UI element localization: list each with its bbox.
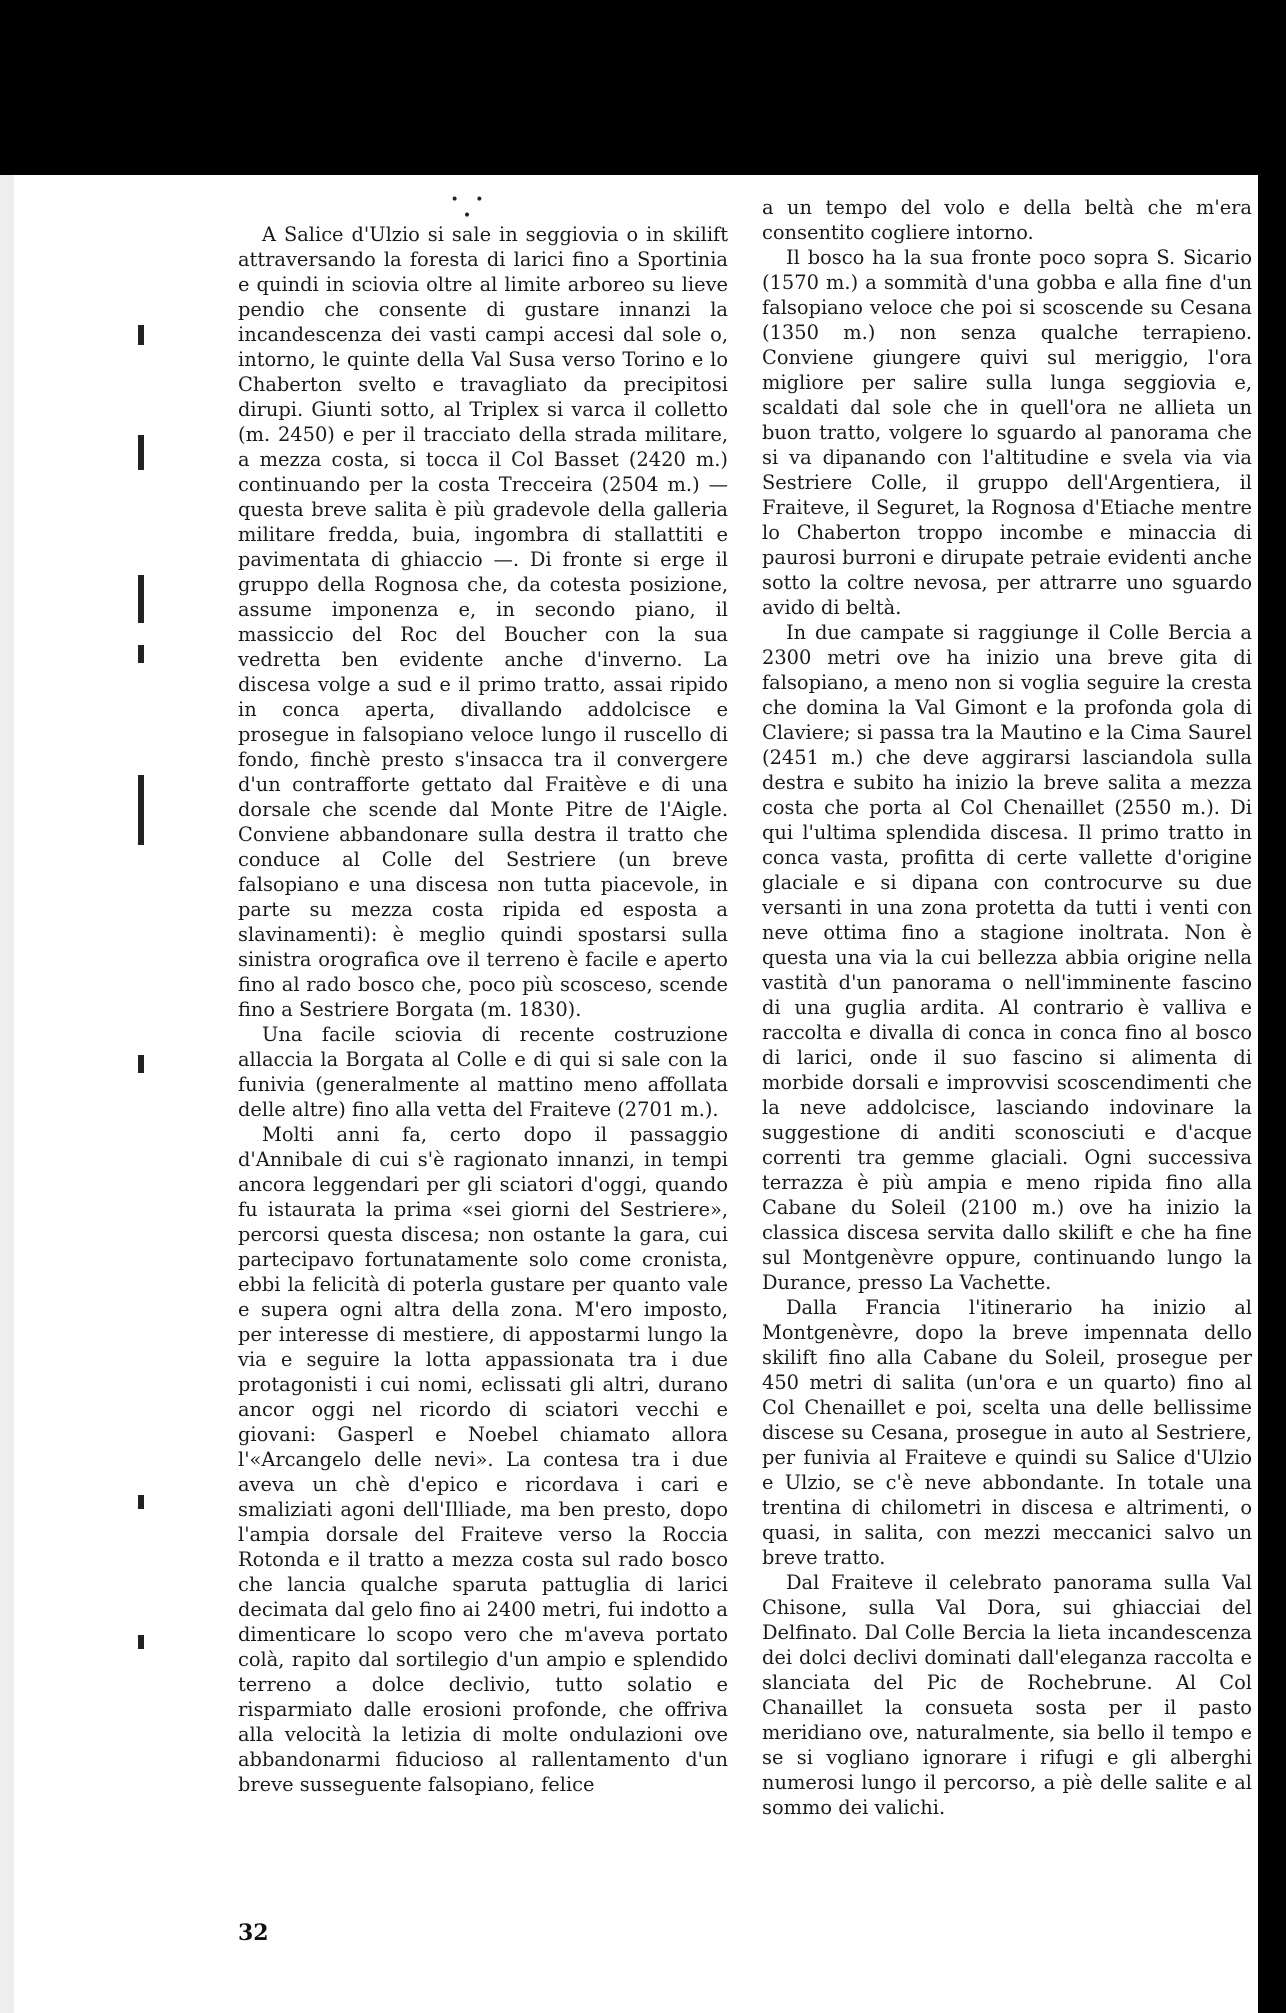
edge-mark [138,1495,144,1509]
edge-mark [138,1055,144,1073]
scan-top-border [0,0,1286,175]
edge-mark [138,775,144,845]
paragraph: Molti anni fa, certo dopo il passaggio d'Annibale di cui s'è ragionato innanzi, in tempi ancora leggendari per gli sciatori d'oggi, quando fu istaurata la prima «sei giorni del Sestriere», percorsi questa discesa; non ostante la gara, cui partecipavo fortunatamente solo come cronista, ebbi la felicità di poterla gustare per quanto vale e supera ogni altra della zona. M'ero imposto, per interesse di mestiere, di appostarmi lungo la via e seguire la lotta appassionata tra i due protagonisti i cui nomi, eclissati gli altri, durano ancor oggi nel ricordo di sciatori vecchi e giovani: Gasperl e Noebel chiamato allora l'«Arcangelo delle nevi». La contesa tra i due aveva un chè d'epico e ricordava i cari e smaliziati agoni dell'Illiade, ma ben presto, dopo l'ampia dorsale del Fraiteve verso la Roccia Rotonda e il tratto a mezza costa sul rado bosco che lancia qualche sparuta pattuglia di larici decimata dal gelo fino ai 2400 metri, fui indotto a dimenticare lo scopo vero che m'aveva portato colà, rapito dal sortilegio d'un ampio e splendido terreno a dolce declivio, tutto solatio e risparmiato dalle erosioni profonde, che offriva alla velocità la letizia di molte ondulazioni ove abbandonarmi fiducioso al rallentamento d'un breve susseguente falsopiano, felice [238,1123,728,1796]
paragraph: In due campate si raggiunge il Colle Bercia a 2300 metri ove ha inizio una breve gita di falsopiano, a meno non si voglia seguire la cresta che domina la Val Gimont e la profonda gola di Claviere; si passa tra la Mautino e la Cima Saurel (2451 m.) che deve aggirarsi lasciandola sulla destra e subito ha inizio la breve salita a mezza costa che porta al Col Chenaillet (2550 m.). Di qui l'ultima splendida discesa. Il primo tratto in conca vasta, profitta di certe vallette d'origine glaciale e si dipana con controcurve su due versanti in una zona protetta da tutti i venti con neve ottima fino a stagione inoltrata. Non è questa una via la cui bellezza abbia origine nella vastità d'un panorama o nell'imminente fascino di una guglia ardita. Al contrario è valliva e raccolta e divalla di conca in conca fino al bosco di larici, onde il suo fascino si alimenta di morbide dorsali e improvvisi scoscendimenti che la neve addolcisce, lasciando indovinare la suggestione di anditi sconosciuti e d'acque correnti tra gemme glaciali. Ogni successiva terrazza è più ampia e meno ripida fino alla Cabane du Soleil (2100 m.) ove ha inizio la classica discesa servita dallo skilift e che ha fine sul Montgenèvre oppure, continuando lungo la Durance, presso La Vachette. [762,621,1252,1294]
paragraph: a un tempo del volo e della beltà che m'era consentito cogliere intorno. [762,196,1252,244]
scan-left-margin [0,175,14,2013]
left-column [238,222,728,1797]
section-ornament: • • • [450,192,490,224]
paragraph: Dal Fraiteve il celebrato panorama sulla Val Chisone, sulla Val Dora, sui ghiacciai del Delfinato. Dal Colle Bercia la lieta incandescenza dei dolci declivi dominati dall'eleganza raccolta e slanciata del Pic de Rochebrune. Al Col Chanaillet la consueta sosta per il pasto meridiano ove, naturalmente, sia bello il tempo e se si vogliano ignorare i rifugi e gli alberghi numerosi lungo il percorso, a piè delle salite e al sommo dei valichi. [762,1571,1252,1819]
edge-mark [138,1635,144,1649]
paragraph: A Salice d'Ulzio si sale in seggiovia o in skilift attraversando la foresta di larici fino a Sportinia e quindi in sciovia oltre al limite arboreo su lieve pendio che consente di gustare innanzi la incandescenza dei vasti campi accesi dal sole o, intorno, le quinte della Val Susa verso Torino e lo Chaberton svelto e travagliato da precipitosi dirupi. Giunti sotto, al Triplex si varca il colletto (m. 2450) e per il tracciato della strada militare, a mezza costa, si tocca il Col Basset (2420 m.) continuando per la costa Trecceira (2504 m.) — questa breve salita è più gradevole della galleria militare fredda, buia, ingombra di stallattiti e pavimentata di ghiaccio —. Di fronte si erge il gruppo della Rognosa che, da cotesta posizione, assume imponenza e, in secondo piano, il massiccio del Roc del Boucher con la sua vedretta ben evidente anche d'inverno. La discesa volge a sud e il primo tratto, assai ripido in conca aperta, divallando addolcisce e prosegue in falsopiano veloce lungo il ruscello di fondo, finchè presto s'insacca tra il convergere d'un contrafforte gettato dal Fraitève e di una dorsale che scende dal Monte Pitre de l'Aigle. Conviene abbandonare sulla destra il tratto che conduce al Colle del Sestriere (un breve falsopiano e una discesa non tutta piacevole, in parte su mezza costa ripida ed esposta a slavinamenti): è meglio quindi spostarsi sulla sinistra orografica ove il terreno è facile e aperto fino al rado bosco che, poco più scosceso, scende fino a Sestriere Borgata (m. 1830). [238,223,728,1021]
right-column [762,195,1252,1820]
edge-mark [138,575,144,623]
paragraph: Il bosco ha la sua fronte poco sopra S. Sicario (1570 m.) a sommità d'una gobba e alla fine d'un falsopiano veloce che poi si scoscende su Cesana (1350 m.) non senza qualche terrapieno. Conviene giungere quivi sul meriggio, l'ora migliore per salire sulla lunga seggiovia e, scaldati dal sole che in quell'ora ne allieta un buon tratto, volgere lo sguardo al panorama che si va dipanando con l'altitudine e svela via via Sestriere Colle, il gruppo dell'Argentiera, il Fraiteve, il Seguret, la Rognosa d'Etiache mentre lo Chaberton troppo incombe e minaccia di paurosi burroni e dirupate petraie evidenti anche sotto la coltre nevosa, per attrarre uno sguardo avido di beltà. [762,246,1252,619]
paragraph: Una facile sciovia di recente costruzione allaccia la Borgata al Colle e di qui si sale con la funivia (generalmente al mattino meno affollata delle altre) fino alla vetta del Fraiteve (2701 m.). [238,1023,728,1121]
edge-mark [138,645,144,663]
page-edge-marks [138,175,146,1935]
page-number: 32 [238,1920,269,1946]
paragraph: Dalla Francia l'itinerario ha inizio al Montgenèvre, dopo la breve impennata dello skilift fino alla Cabane du Soleil, prosegue per 450 metri di salita (un'ora e un quarto) fino al Col Chenaillet e poi, scelta una delle bellissime discese su Cesana, prosegue in auto al Sestriere, per funivia al Fraiteve e quindi su Salice d'Ulzio e Ulzio, se c'è neve abbondante. In totale una trentina di chilometri in discesa e altrimenti, o quasi, in salita, con mezzi meccanici salvo un breve tratto. [762,1296,1252,1569]
edge-mark [138,435,144,470]
scan-right-border [1258,0,1286,2013]
edge-mark [138,325,144,345]
